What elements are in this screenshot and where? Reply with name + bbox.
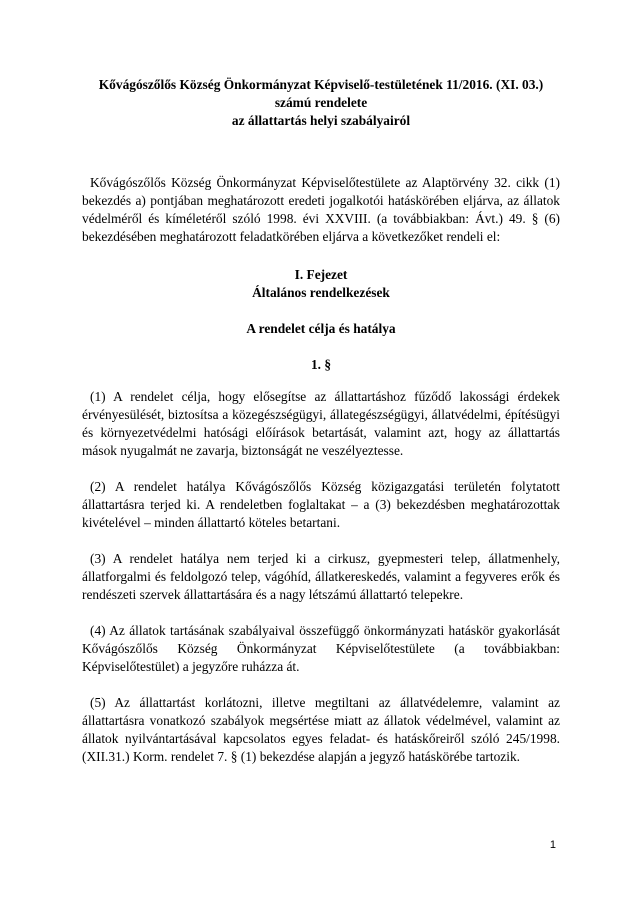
title-line-3: az állattartás helyi szabályairól — [231, 113, 411, 128]
preamble: Kővágószőlős Község Önkormányzat Képviselőtestülete az Alaptörvény 32. cikk (1) bekezdés a) pontjában meghatározott eredeti jogalkotói hatáskörében eljárva, az állatok védelméről és kíméletéről szóló 1998. évi XXVIII. (a továbbiakban: Ávt.) 49. § (6) bekezdésében meghatározott feladatkörében eljárva a következőket rendeli el: — [82, 175, 560, 244]
chapter-title: Általános rendelkezések — [252, 285, 390, 300]
paragraph-sign: 1. § — [310, 357, 332, 372]
paragraph-1: (1) A rendelet célja, hogy elősegítse az állattartáshoz fűződő lakossági érdekek érvényesülését, biztosítsa a közegészségügyi, állategészségügyi, állatvédelmi, építésügyi és környezetvédelmi hatósági előírások betartását, valamint azt, hogy az állattartás mások nyugalmát ne zavarja, biztonságát ne veszélyeztesse. — [82, 389, 560, 458]
section-title: A rendelet célja és hatálya — [246, 321, 396, 336]
page-number: 1 — [549, 839, 556, 851]
paragraph-4: (4) Az állatok tartásának szabályaival összefüggő önkormányzati hatáskör gyakorlását Kővágószőlős Község Önkormányzat Képviselőtestülete (a továbbiakban: Képviselőtestület) a jegyzőre ruházza át. — [82, 623, 560, 674]
chapter-number: I. Fejezet — [294, 267, 348, 282]
paragraph-5: (5) Az állattartást korlátozni, illetve megtiltani az állatvédelemre, valamint az állattartásra vonatkozó szabályok megsértése miatt az állatok védelmével, valamint az állatok nyilvántartásával kapcsolatos egyes feladat- és hatáskőreiről szóló 245/1998. (XII.31.) Korm. rendelet 7. § (1) bekezdése alapján a jegyző hatáskörébe tartozik. — [82, 695, 560, 764]
paragraph-2: (2) A rendelet hatálya Kővágószőlős Község közigazgatási területén folytatott állattartásra terjed ki. A rendeletben foglaltakat – a (3) bekezdésben meghatározottak kivételével – minden állattartó köteles betartani. — [82, 479, 560, 530]
title-line-1: Kővágószőlős Község Önkormányzat Képviselő-testületének 11/2016. (XI. 03.) — [98, 77, 544, 92]
paragraph-3: (3) A rendelet hatálya nem terjed ki a cirkusz, gyepmesteri telep, állatmenhely, állatforgalmi és feldolgozó telep, vágóhíd, állatkereskedés, valamint a fegyveres erők és rendészeti szervek állattartására és a nagy létszámú állattartó telepekre. — [82, 551, 560, 602]
chapter-heading — [82, 266, 560, 302]
document-page — [82, 76, 560, 784]
document-title — [82, 76, 560, 130]
title-line-2: számú rendelete — [274, 95, 368, 110]
